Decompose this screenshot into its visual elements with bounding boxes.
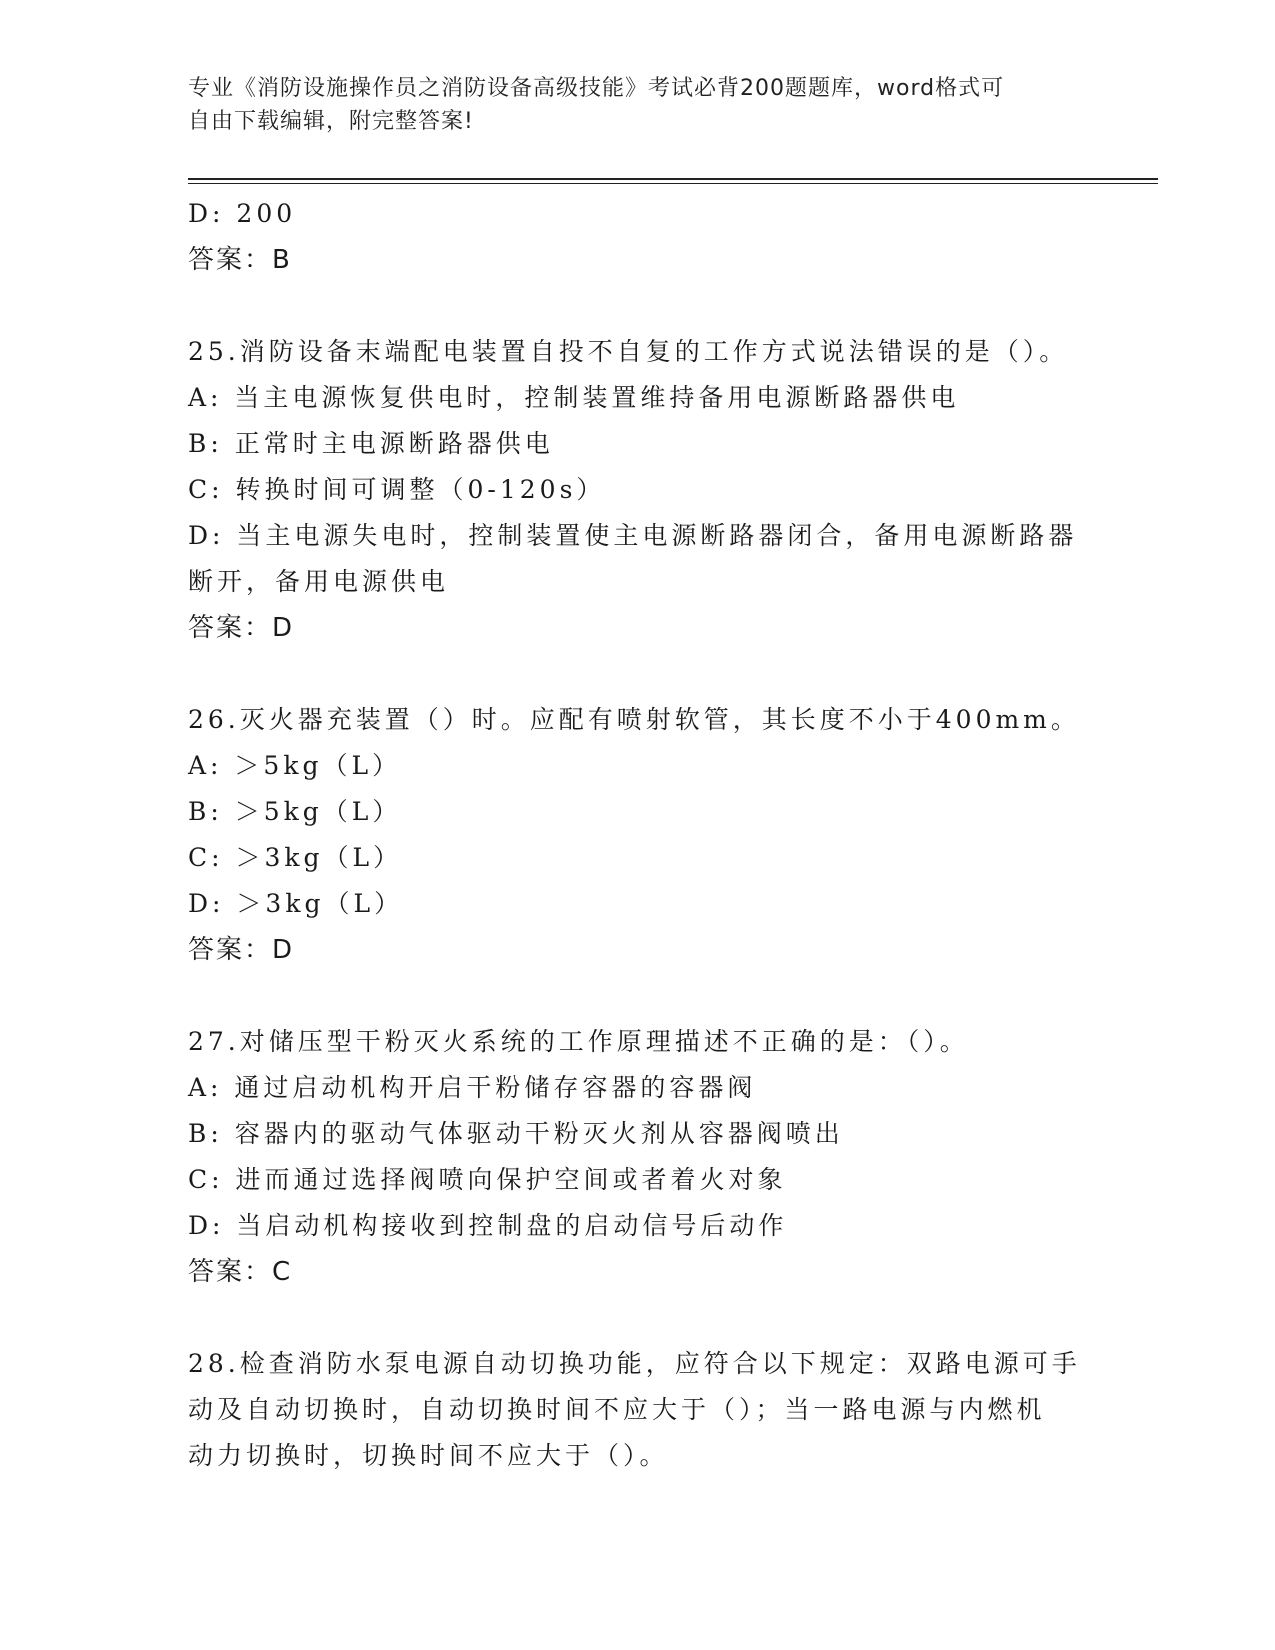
previous-answer: 答案：B [188, 245, 292, 275]
option-a: A: 当主电源恢复供电时，控制装置维持备用电源断路器供电 [188, 383, 960, 412]
header-line-2: 自由下载编辑，附完整答案! [188, 109, 474, 134]
question-stem-line-1: 28.检查消防水泵电源自动切换功能，应符合以下规定：双路电源可手 [188, 1349, 1081, 1378]
question-stem: 26.灭火器充装置（）时。应配有喷射软管，其长度不小于400mm。 [188, 705, 1080, 734]
question-28 [188, 1341, 1088, 1479]
header-divider-thick [188, 178, 1158, 180]
spacer [188, 283, 1088, 329]
spacer [188, 973, 1088, 1019]
question-stem: 25.消防设备末端配电装置自投不自复的工作方式说法错误的是（）。 [188, 337, 1069, 366]
option-c: C: 转换时间可调整（0-120s） [188, 475, 606, 504]
option-b: B: 容器内的驱动气体驱动干粉灭火剂从容器阀喷出 [188, 1119, 844, 1148]
spacer [188, 1295, 1088, 1341]
previous-option-d: D: 200 [188, 199, 297, 228]
option-b: B: ＞5kg（L） [188, 797, 402, 826]
option-c: C: 进而通过选择阀喷向保护空间或者着火对象 [188, 1165, 787, 1194]
question-25 [188, 329, 1088, 651]
option-d: D: ＞3kg（L） [188, 889, 404, 918]
option-c: C: ＞3kg（L） [188, 843, 403, 872]
option-a: A: 通过启动机构开启干粉储存容器的容器阀 [188, 1073, 757, 1102]
option-b: B: 正常时主电源断路器供电 [188, 429, 554, 458]
answer: 答案：D [188, 935, 295, 965]
question-stem-line-2: 动及自动切换时，自动切换时间不应大于（）；当一路电源与内燃机 [188, 1395, 1046, 1424]
page-header [188, 72, 1088, 138]
spacer [188, 651, 1088, 697]
option-a: A: ＞5kg（L） [188, 751, 402, 780]
question-content [188, 191, 1088, 1479]
option-d: D: 当主电源失电时，控制装置使主电源断路器闭合，备用电源断路器 [188, 521, 1078, 550]
question-stem-line-3: 动力切换时，切换时间不应大于（）。 [188, 1441, 669, 1470]
question-stem: 27.对储压型干粉灭火系统的工作原理描述不正确的是：（）。 [188, 1027, 969, 1056]
option-d-continued: 断开，备用电源供电 [188, 567, 450, 596]
question-26 [188, 697, 1088, 973]
question-27 [188, 1019, 1088, 1295]
answer: 答案：D [188, 613, 295, 643]
header-line-1: 专业《消防设施操作员之消防设备高级技能》考试必背200题题库，word格式可 [188, 76, 1005, 101]
header-divider-thin [188, 183, 1158, 184]
answer: 答案：C [188, 1257, 293, 1287]
option-d: D: 当启动机构接收到控制盘的启动信号后动作 [188, 1211, 788, 1240]
